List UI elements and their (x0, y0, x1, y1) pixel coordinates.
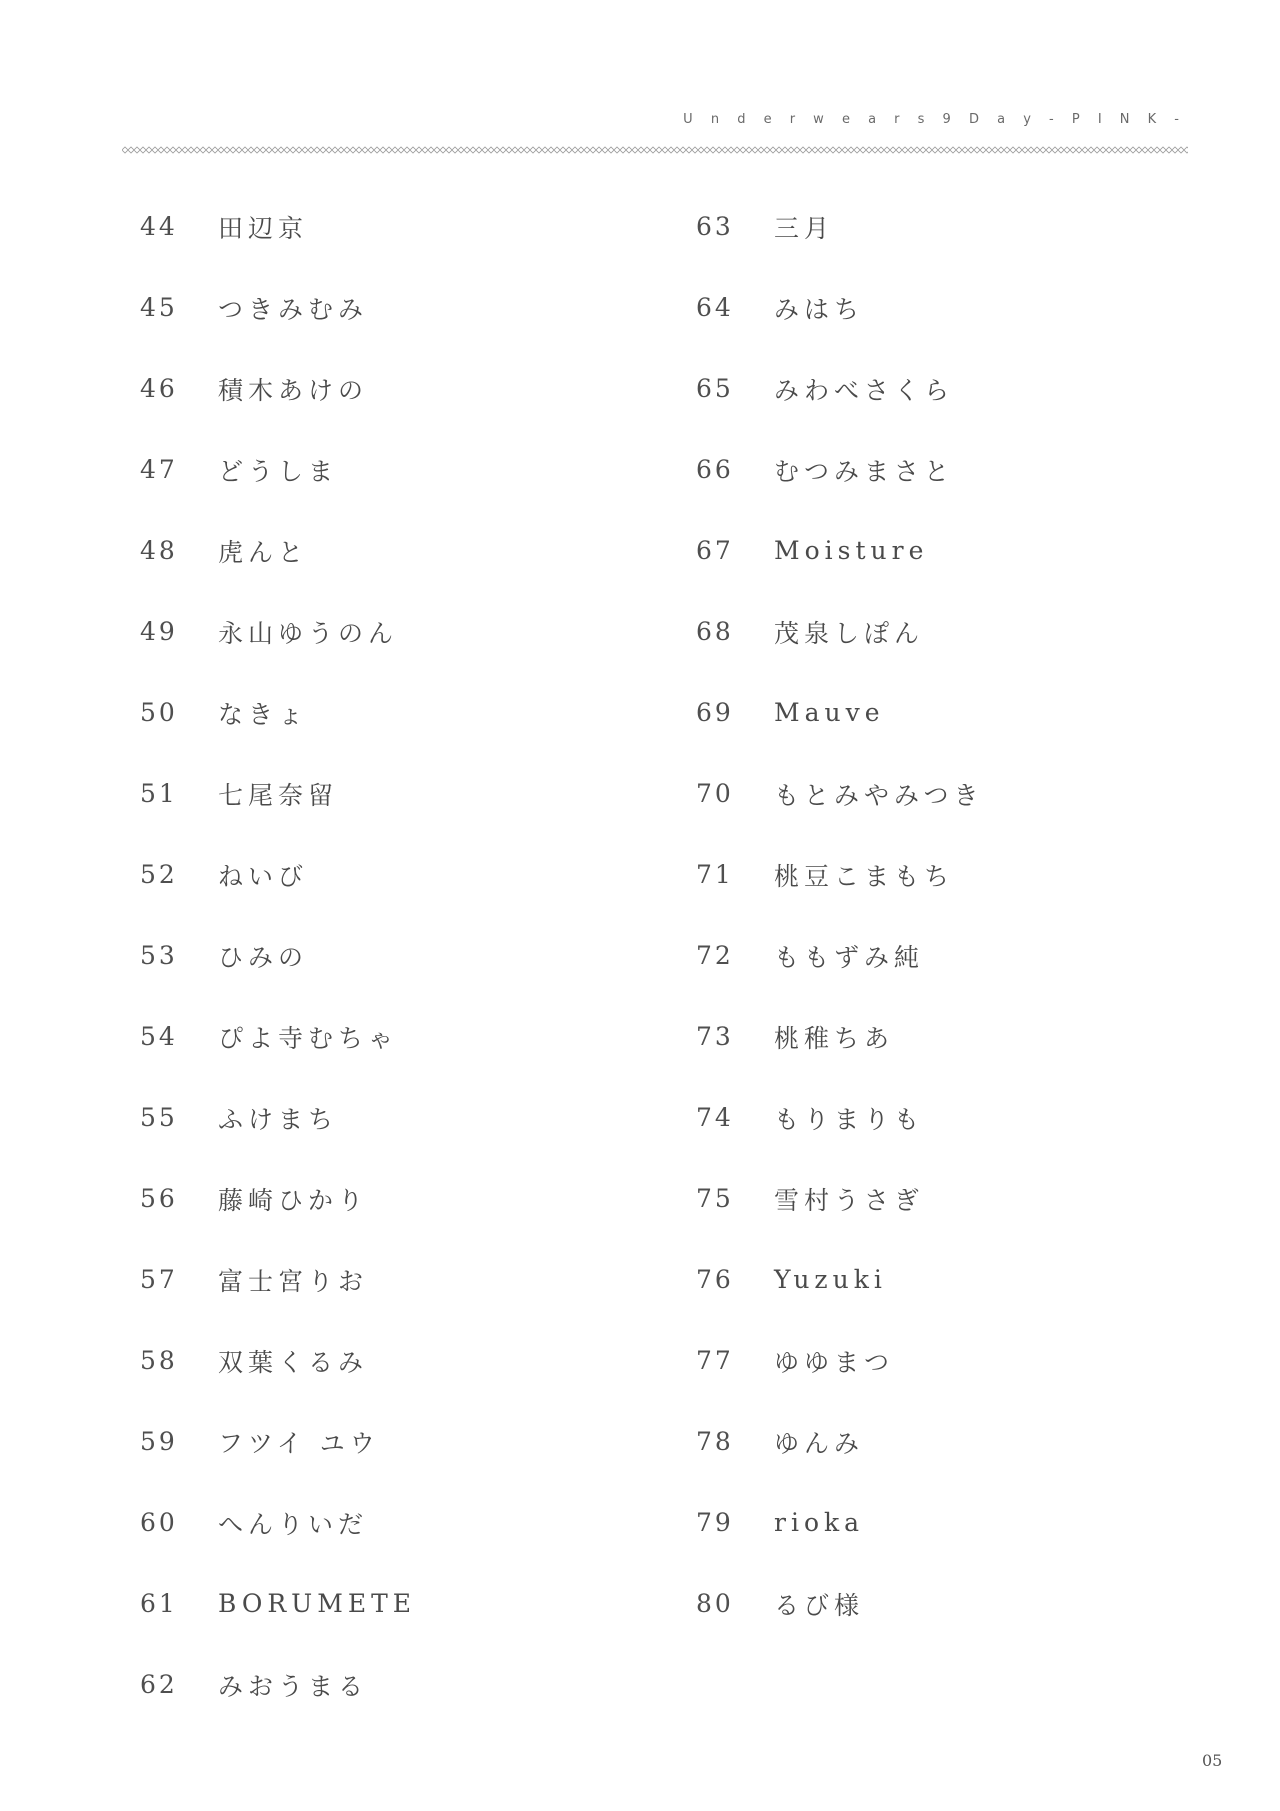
entry-number: 77 (696, 1346, 734, 1375)
list-item (140, 996, 416, 1077)
entry-name: つきみむみ (218, 294, 369, 324)
entry-number: 55 (140, 1103, 178, 1132)
entry-number: 47 (140, 455, 178, 484)
list-item (696, 834, 984, 915)
entry-number: 74 (696, 1103, 734, 1132)
entry-name: フツイ ユウ (218, 1428, 380, 1458)
list-item (696, 915, 984, 996)
entry-name: ももずみ純 (774, 942, 925, 972)
entry-name: Yuzuki (774, 1265, 887, 1294)
list-item (140, 1563, 416, 1644)
entry-name: 茂泉しぽん (774, 618, 925, 648)
entry-number: 75 (696, 1184, 734, 1213)
list-item (140, 429, 416, 510)
entry-number: 44 (140, 212, 178, 241)
entry-name: どうしま (218, 456, 339, 486)
entry-number: 56 (140, 1184, 178, 1213)
entry-name: 虎んと (218, 537, 309, 567)
entry-number: 60 (140, 1508, 178, 1537)
entry-name: みはち (774, 294, 865, 324)
entry-name: ゆゆまつ (774, 1347, 895, 1377)
entry-number: 54 (140, 1022, 178, 1051)
entry-number: 79 (696, 1508, 734, 1537)
list-item (696, 591, 984, 672)
list-item (696, 429, 984, 510)
list-item (140, 1239, 416, 1320)
entry-number: 58 (140, 1346, 178, 1375)
contributor-list-left (140, 186, 416, 1725)
list-item (696, 1401, 984, 1482)
entry-name: みおうまる (218, 1671, 369, 1701)
list-item (140, 591, 416, 672)
entry-number: 49 (140, 617, 178, 646)
entry-name: 七尾奈留 (218, 780, 339, 810)
list-item (696, 753, 984, 834)
list-item (140, 510, 416, 591)
list-item (696, 1320, 984, 1401)
list-item (696, 267, 984, 348)
entry-number: 80 (696, 1589, 734, 1618)
entry-name: ゆんみ (774, 1428, 865, 1458)
list-item (696, 996, 984, 1077)
entry-name: Mauve (774, 698, 885, 727)
entry-name: ふけまち (218, 1104, 339, 1134)
entry-number: 53 (140, 941, 178, 970)
entry-number: 50 (140, 698, 178, 727)
entry-number: 63 (696, 212, 734, 241)
entry-number: 65 (696, 374, 734, 403)
entry-number: 46 (140, 374, 178, 403)
entry-number: 59 (140, 1427, 178, 1456)
list-item (140, 1644, 416, 1725)
entry-number: 73 (696, 1022, 734, 1051)
entry-name: 三月 (774, 213, 835, 243)
entry-number: 48 (140, 536, 178, 565)
entry-number: 64 (696, 293, 734, 322)
entry-name: 田辺京 (218, 213, 309, 243)
entry-name: ねいび (218, 861, 309, 891)
entry-name: 桃豆こまもち (774, 861, 955, 891)
list-item (140, 1158, 416, 1239)
entry-name: 双葉くるみ (218, 1347, 369, 1377)
page-number: 05 (1202, 1751, 1223, 1770)
entry-number: 69 (696, 698, 734, 727)
entry-number: 62 (140, 1670, 178, 1699)
list-item (696, 348, 984, 429)
list-item (140, 186, 416, 267)
entry-number: 71 (696, 860, 734, 889)
list-item (696, 1077, 984, 1158)
entry-name: 雪村うさぎ (774, 1185, 925, 1215)
entry-name: みわべさくら (774, 375, 955, 405)
entry-number: 57 (140, 1265, 178, 1294)
entry-number: 67 (696, 536, 734, 565)
entry-name: なきょ (218, 699, 309, 729)
entry-name: 桃稚ちあ (774, 1023, 895, 1053)
entry-name: るび様 (774, 1590, 865, 1620)
list-item (140, 1077, 416, 1158)
entry-number: 68 (696, 617, 734, 646)
list-item (696, 1482, 984, 1563)
entry-number: 76 (696, 1265, 734, 1294)
entry-name: BORUMETE (218, 1589, 416, 1618)
entry-name: もとみやみつき (774, 780, 984, 810)
list-item (140, 348, 416, 429)
entry-name: 永山ゆうのん (218, 618, 399, 648)
list-item (140, 1320, 416, 1401)
list-item (140, 267, 416, 348)
entry-name: Moisture (774, 536, 929, 565)
header-title: U n d e r w e a r s 9 D a y - P I N K - (683, 112, 1186, 127)
list-item (140, 753, 416, 834)
list-item (140, 834, 416, 915)
list-item (140, 1482, 416, 1563)
contributor-list-right (696, 186, 984, 1644)
list-item (696, 1239, 984, 1320)
entry-number: 61 (140, 1589, 178, 1618)
entry-number: 78 (696, 1427, 734, 1456)
entry-name: へんりいだ (218, 1509, 369, 1539)
entry-name: 富士宮りお (218, 1266, 369, 1296)
list-item (140, 915, 416, 996)
entry-number: 66 (696, 455, 734, 484)
list-item (696, 510, 984, 591)
list-item (140, 672, 416, 753)
decorative-zigzag-divider (122, 146, 1188, 154)
entry-name: ぴよ寺むちゃ (218, 1023, 399, 1053)
list-item (140, 1401, 416, 1482)
entry-name: もりまりも (774, 1104, 925, 1134)
entry-number: 70 (696, 779, 734, 808)
entry-name: ひみの (218, 942, 309, 972)
entry-name: rioka (774, 1508, 865, 1537)
list-item (696, 1158, 984, 1239)
list-item (696, 186, 984, 267)
entry-name: むつみまさと (774, 456, 955, 486)
entry-name: 積木あけの (218, 375, 369, 405)
entry-number: 45 (140, 293, 178, 322)
entry-number: 51 (140, 779, 178, 808)
entry-number: 52 (140, 860, 178, 889)
entry-number: 72 (696, 941, 734, 970)
list-item (696, 672, 984, 753)
entry-name: 藤崎ひかり (218, 1185, 369, 1215)
list-item (696, 1563, 984, 1644)
